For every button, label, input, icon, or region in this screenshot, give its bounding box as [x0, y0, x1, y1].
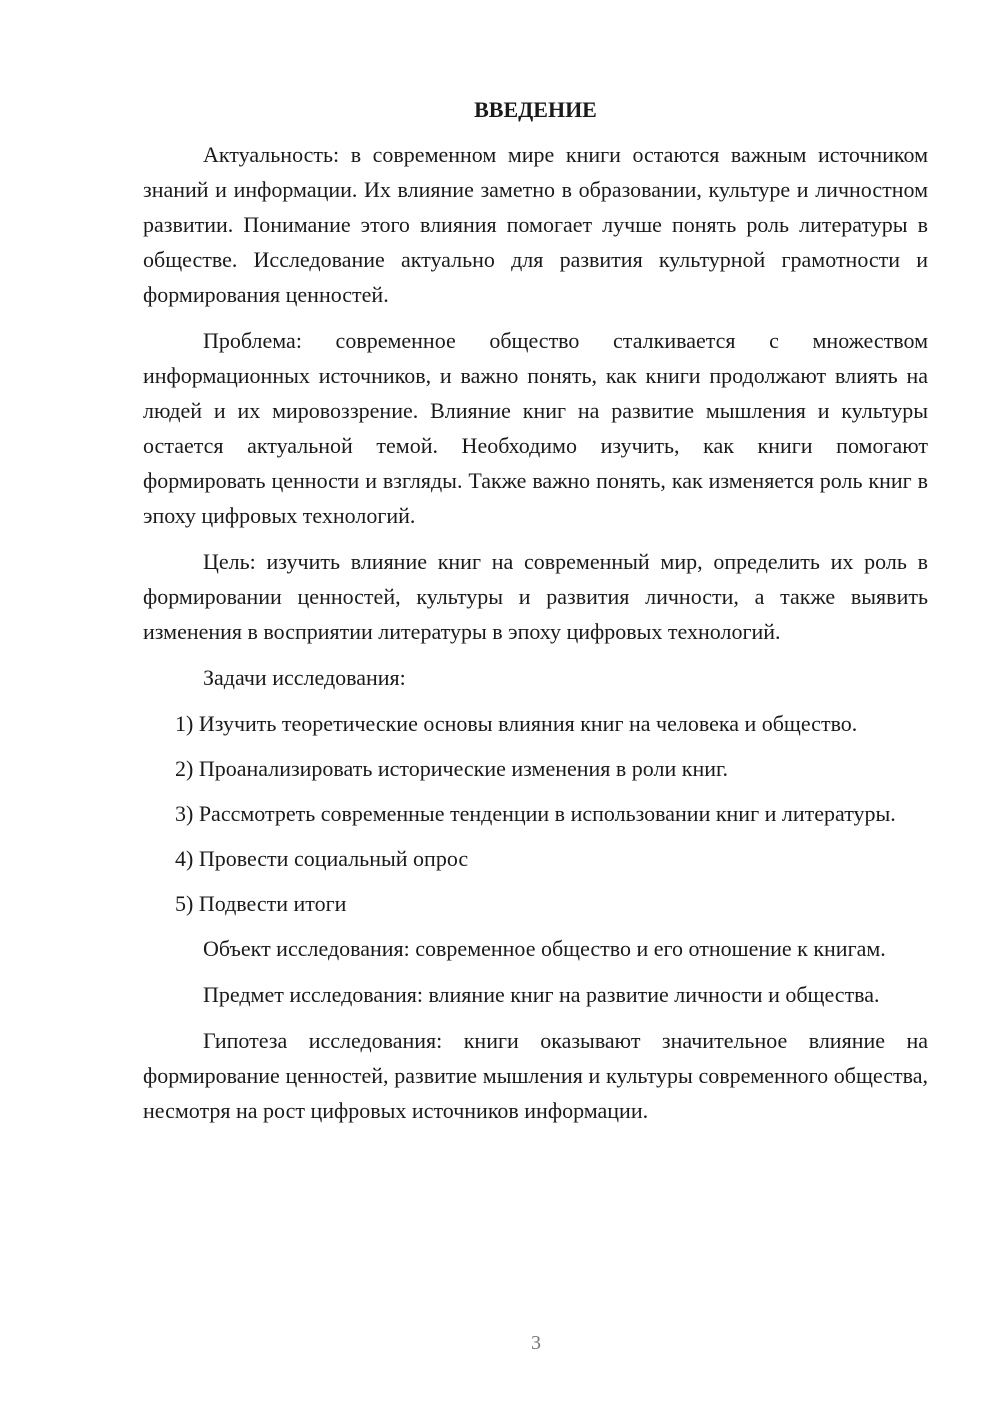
task-item: 1) Изучить теоретические основы влияния книг на человека и общество. [175, 711, 858, 736]
task-item: 4) Провести социальный опрос [175, 846, 469, 871]
section-title: ВВЕДЕНИЕ [474, 97, 597, 122]
document-page [143, 92, 928, 1139]
hypothesis-paragraph: Гипотеза исследования: книги оказывают значительное влияние на формирование ценностей, развитие мышления и культуры современного общества, несмотря на рост цифровых источников информации. [143, 1028, 928, 1123]
tasks-heading: Задачи исследования: [203, 665, 406, 690]
object-paragraph: Объект исследования: современное общество и его отношение к книгам. [203, 936, 886, 961]
task-item: 3) Рассмотреть современные тенденции в использовании книг и литературы. [175, 801, 896, 826]
goal-paragraph: Цель: изучить влияние книг на современный мир, определить их роль в формировании ценностей, культуры и развития личности, а также выявить изменения в восприятии литературы в эпоху цифровых технологий. [143, 549, 928, 644]
page-number: 3 [531, 1332, 541, 1354]
problem-paragraph: Проблема: современное общество сталкивается с множеством информационных источников, и важно понять, как книги продолжают влиять на людей и их мировоззрение. Влияние книг на развитие мышления и культуры остается актуальной темой. Необходимо изучить, как книги помогают формировать ценности и взгляды. Также важно понять, как изменяется роль книг в эпоху цифровых технологий. [143, 328, 928, 528]
task-item: 2) Проанализировать исторические изменения в роли книг. [175, 756, 729, 781]
task-item: 5) Подвести итоги [175, 891, 347, 916]
subject-paragraph: Предмет исследования: влияние книг на развитие личности и общества. [203, 982, 880, 1007]
relevance-paragraph: Актуальность: в современном мире книги остаются важным источником знаний и информации. Их влияние заметно в образовании, культуре и личностном развитии. Понимание этого влияния помогает лучше понять роль литературы в обществе. Исследование актуально для развития культурной грамотности и формирования ценностей. [143, 142, 928, 307]
